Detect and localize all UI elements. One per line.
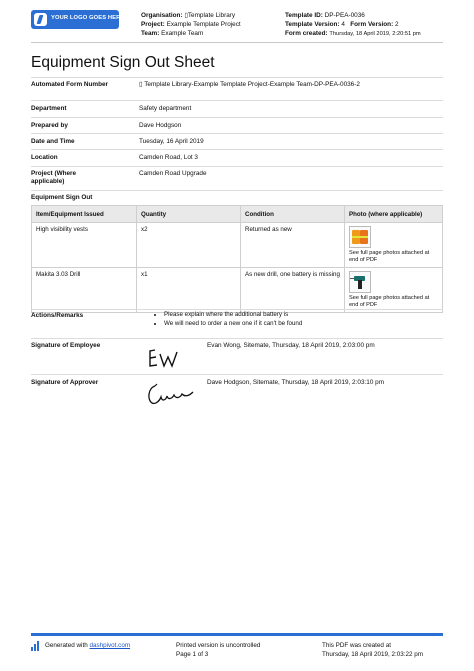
cell-quantity: x1 (137, 268, 241, 313)
dashpivot-link[interactable]: dashpivot.com (89, 642, 131, 649)
logo-text: YOUR LOGO GOES HERE (51, 15, 125, 21)
divider (31, 190, 443, 191)
table-row (32, 223, 443, 268)
equipment-table (31, 205, 443, 313)
cell-photo (345, 268, 443, 313)
organisation-line: Organisation: ▯Template Library (141, 12, 236, 19)
employee-signature-image (146, 346, 186, 370)
divider (31, 100, 443, 101)
footer-bar (31, 633, 443, 636)
column-header-quantity: Quantity (137, 206, 241, 223)
footer-printed-line1: Printed version is uncontrolled (176, 642, 261, 649)
cell-condition: Returned as new (241, 223, 345, 268)
divider (31, 338, 443, 339)
list-item: • We will need to order a new one if it can't be found (164, 319, 302, 328)
field-value-form-number: ▯ Template Library-Example Template Project-Example Team-DP-PEA-0036-2 (139, 81, 360, 88)
document-icon: ▯ (184, 12, 188, 19)
column-header-item: Item/Equipment Issued (32, 206, 137, 223)
photo-note: See full page photos attached at end of PDF (349, 250, 430, 263)
project-line: Project: Example Template Project (141, 21, 241, 28)
table-row (32, 268, 443, 313)
signature-text-employee: Evan Wong, Sitemate, Thursday, 18 April 2019, 2:03:00 pm (207, 342, 375, 349)
signature-text-approver: Dave Hodgson, Sitemate, Thursday, 18 April 2019, 2:03:10 pm (207, 379, 385, 386)
divider (31, 77, 443, 78)
team-line: Team: Example Team (141, 30, 204, 37)
document-icon: ▯ (139, 81, 143, 88)
drill-handle (358, 280, 362, 289)
header-divider (31, 42, 443, 43)
signature-label-employee: Signature of Employee (31, 342, 101, 349)
field-value-location: Camden Road, Lot 3 (139, 154, 198, 161)
dashpivot-icon (31, 641, 40, 651)
form-created-line: Form created: Thursday, 18 April 2019, 2:20:51 pm (285, 30, 421, 37)
logo-icon (34, 13, 47, 26)
field-value-prepared-by: Dave Hodgson (139, 122, 182, 129)
field-value-project: Camden Road Upgrade (139, 170, 207, 177)
photo-thumbnail-vests[interactable] (349, 226, 371, 248)
template-id-line: Template ID: DP-PEA-0036 (285, 12, 365, 19)
field-label-location: Location (31, 154, 58, 161)
field-label-department: Department (31, 105, 67, 112)
field-label-project: Project (Where applicable) (31, 170, 77, 185)
footer-page-number: Page 1 of 3 (176, 651, 209, 658)
footer-created-line1: This PDF was created at (322, 642, 391, 649)
photo-thumbnail-drill[interactable] (349, 271, 371, 293)
vest-icon (360, 230, 368, 244)
footer-generated: Generated with dashpivot.com (45, 642, 131, 649)
column-header-photo: Photo (where applicable) (345, 206, 443, 223)
version-line: Template Version: 4 Form Version: 2 (285, 21, 399, 28)
document-header (0, 0, 474, 44)
footer-created-line2: Thursday, 18 April 2019, 2:03:22 pm (322, 651, 424, 658)
field-label-form-number: Automated Form Number (31, 81, 109, 88)
field-label-prepared-by: Prepared by (31, 122, 68, 129)
list-item: • Please explain where the additional battery is (164, 310, 302, 319)
cell-condition: As new drill, one battery is missing (241, 268, 345, 313)
divider (31, 133, 443, 134)
cell-photo (345, 223, 443, 268)
cell-quantity: x2 (137, 223, 241, 268)
cell-item: High visibility vests (32, 223, 137, 268)
divider (31, 166, 443, 167)
page-title: Equipment Sign Out Sheet (31, 54, 215, 71)
signature-label-approver: Signature of Approver (31, 379, 99, 386)
remarks-list (154, 310, 302, 328)
table-header-row (32, 206, 443, 223)
field-label-date-time: Date and Time (31, 138, 75, 145)
section-label-equipment: Equipment Sign Out (31, 194, 93, 201)
field-value-department: Safety department (139, 105, 192, 112)
field-value-date-time: Tuesday, 16 April 2019 (139, 138, 204, 145)
remarks-label: Actions/Remarks (31, 312, 84, 319)
company-logo (31, 10, 125, 29)
divider (31, 374, 443, 375)
approver-signature-image (144, 380, 196, 408)
divider (31, 149, 443, 150)
vest-icon (352, 230, 360, 244)
divider (31, 117, 443, 118)
photo-note: See full page photos attached at end of PDF (349, 295, 430, 308)
column-header-condition: Condition (241, 206, 345, 223)
cell-item: Makita 3.03 Drill (32, 268, 137, 313)
